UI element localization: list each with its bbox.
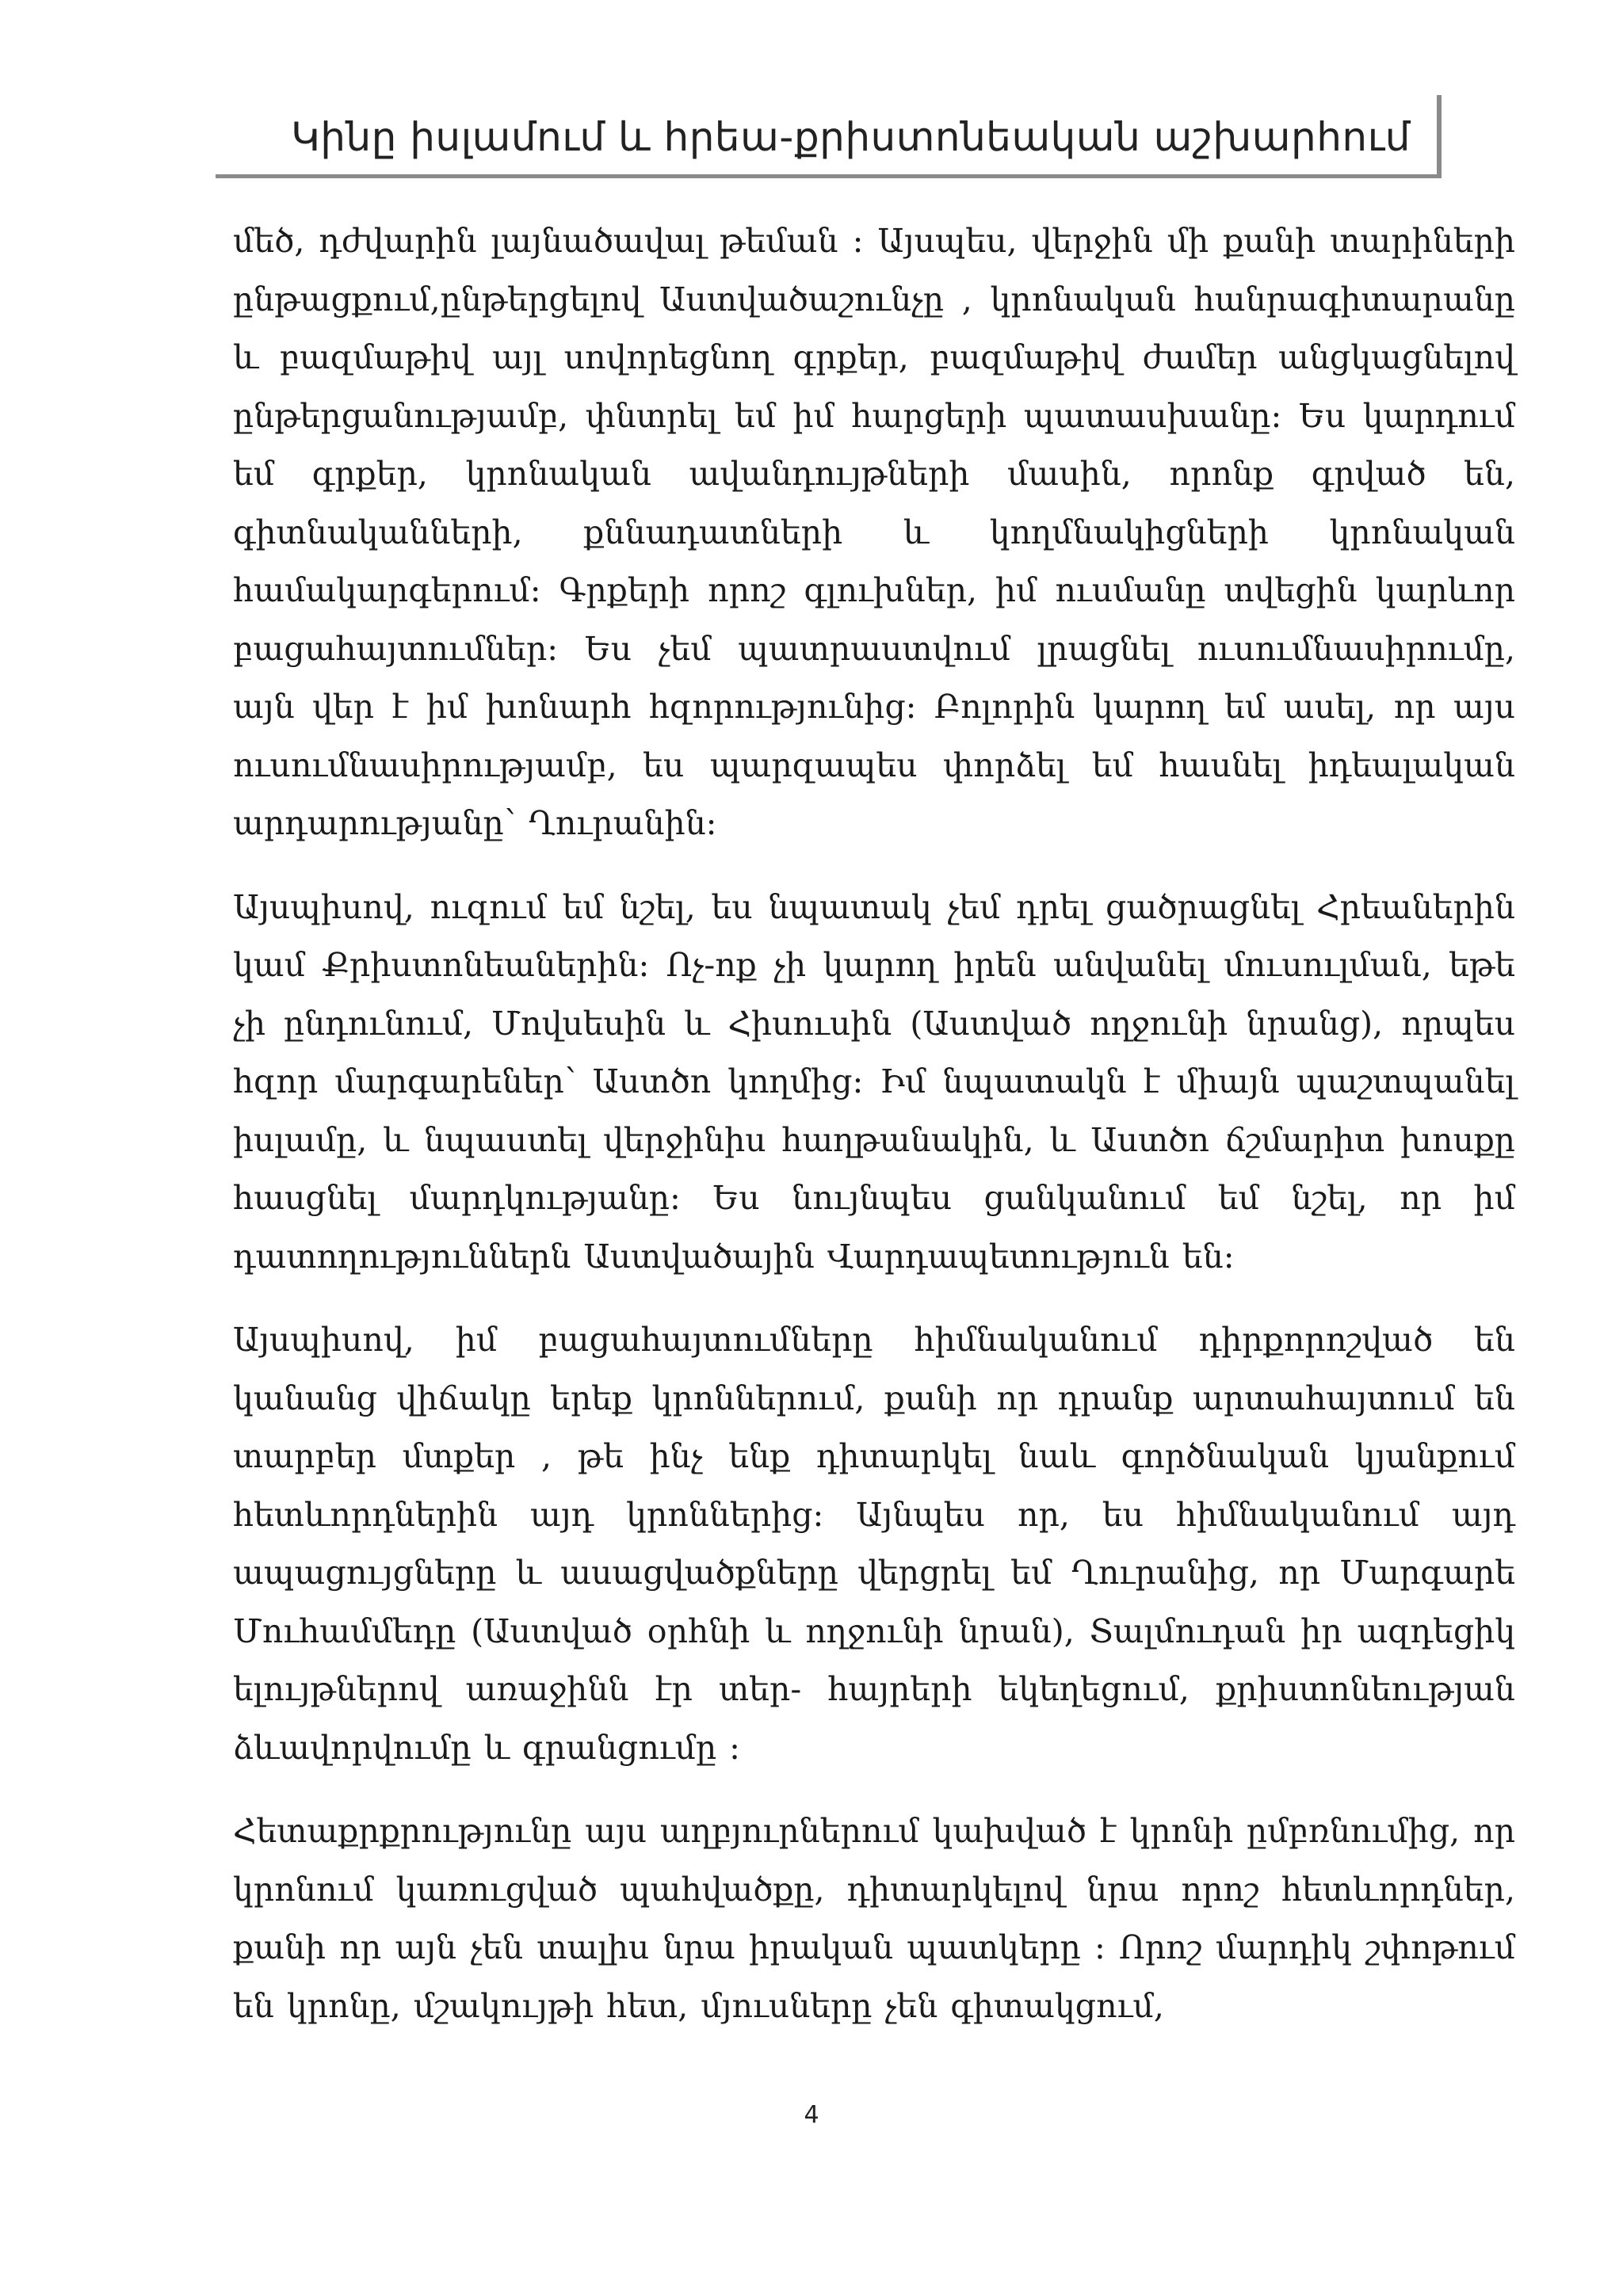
page-body [233, 212, 1515, 2061]
running-header-title: Կինը իսլամում և հրեա-քրիստոնեական աշխարհում [291, 114, 1411, 160]
body-paragraph-4: Հետաքրքրությունը այս աղբյուրներում կախված է կրոնի ըմբռնումից, որ կրոնում կառուցված պահվածքը, դիտարկելով նրա որոշ հետևորդներ, քանի որ այն չեն տալիս նրա իրական պատկերը : Որոշ մարդիկ շփոթում են կրոնը, մշակույթի հետ, մյուսները չեն գիտակցում, [233, 1812, 1515, 2025]
page-number: 4 [804, 2101, 819, 2129]
body-paragraph-3: Այսպիսով, իմ բացահայտումները հիմնականում դիրքորոշված են կանանց վիճակը երեք կրոններում, քանի որ դրանք արտահայտում են տարբեր մտքեր , թե ինչ ենք դիտարկել նաև գործնական կյանքում հետևորդներին այդ կրոններից: Այնպես որ, ես հիմնականում այդ ապացույցները և ասացվածքները վերցրել եմ Ղուրանից, որ Մարգարե Մուհամմեդը (Աստված օրհնի և ողջունի նրան), Տալմուդան իր ազդեցիկ ելույթներով առաջինն էր տեր- հայրերի եկեղեցում, քրիստոնեության ձևավորվումը և գրանցումը : [233, 1321, 1515, 1767]
running-header [216, 86, 1450, 181]
header-vertical-rule [1437, 95, 1442, 178]
header-horizontal-rule [216, 174, 1440, 178]
body-paragraph-2: Այսպիսով, ուզում եմ նշել, ես նպատակ չեմ դրել ցածրացնել Հրեաներին կամ Քրիստոնեաներին: Ոչ-ոք չի կարող իրեն անվանել մուսուլման, եթե չի ընդունում, Մովսեսին և Հիսուսին (Աստված ողջունի նրանց), որպես հզոր մարգարեներ՝ Աստծո կողմից: Իմ նպատակն է միայն պաշտպանել իսլամը, և նպաստել վերջինիս հաղթանակին, և Աստծո ճշմարիտ խոսքը հասցնել մարդկությանը: Ես նույնպես ցանկանում եմ նշել, որ իմ դատողություններն Աստվածային Վարդապետություն են: [233, 887, 1515, 1276]
body-paragraph-1: մեծ, դժվարին լայնածավալ թեման ։ Այսպես, վերջին մի քանի տարիների ընթացքում,ընթերցելով Աստվածաշունչը , կրոնական հանրագիտարանը և բազմաթիվ այլ սովորեցնող գրքեր, բազմաթիվ ժամեր անցկացնելով ընթերցանությամբ, փնտրել եմ իմ հարցերի պատասխանը: Ես կարդում եմ գրքեր, կրոնական ավանդույթների մասին, որոնք գրված են, գիտնականների, քննադատների և կողմնակիցների կրոնական համակարգերում: Գրքերի որոշ գլուխներ, իմ ուսմանը տվեցին կարևոր բացահայտումներ: Ես չեմ պատրաստվում լրացնել ուսումնասիրումը, այն վեր է իմ խոնարհ հզորությունից: Բոլորին կարող եմ ասել, որ այս ուսումնասիրությամբ, ես պարզապես փորձել եմ հասնել իդեալական արդարությանը՝ Ղուրանին: [233, 222, 1515, 842]
